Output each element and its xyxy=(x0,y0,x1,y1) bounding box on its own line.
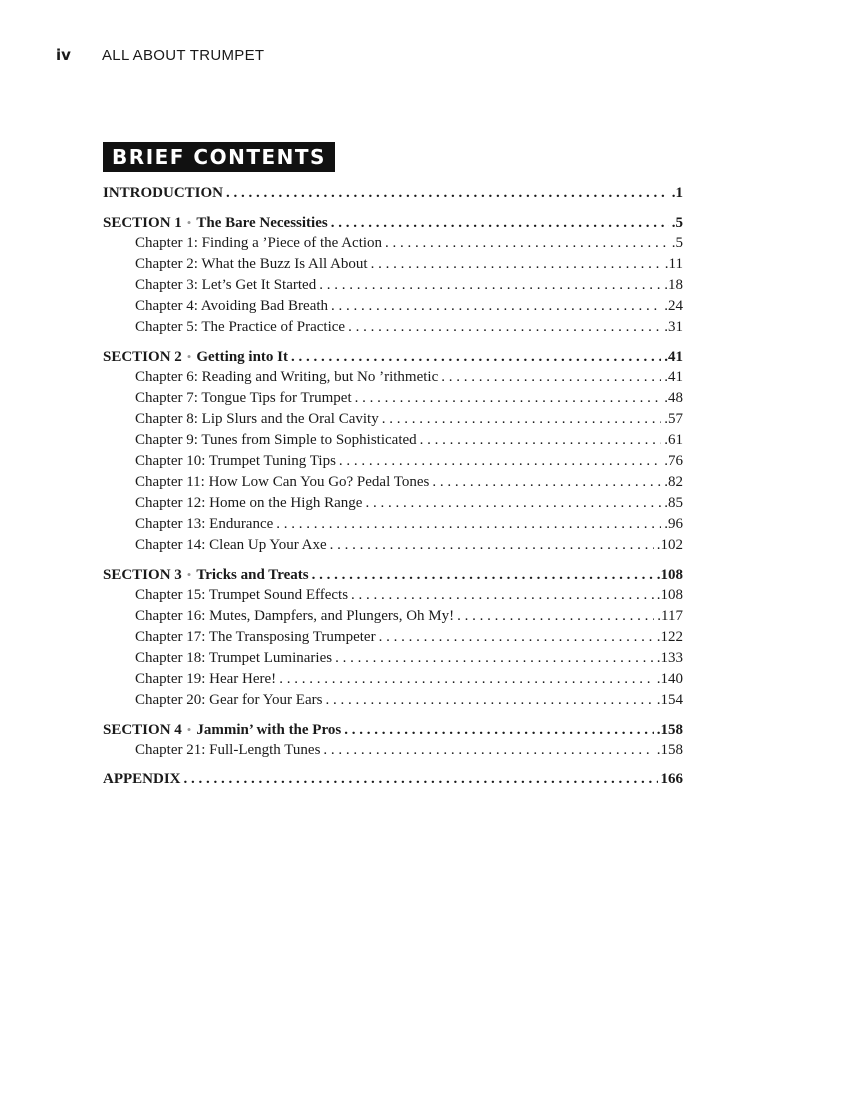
chapter-page: .76 xyxy=(664,453,683,469)
appendix-page: 166 xyxy=(660,771,683,787)
chapter-title: Chapter 11: How Low Can You Go? Pedal Tones xyxy=(135,474,430,490)
dot-leader xyxy=(276,514,661,535)
chapter-page: .108 xyxy=(656,587,683,603)
toc-chapter-row xyxy=(103,472,683,493)
dot-leader xyxy=(379,627,654,648)
dot-leader xyxy=(312,565,654,586)
dot-leader xyxy=(331,296,661,317)
dot-leader xyxy=(441,367,661,388)
chapter-page: .41 xyxy=(664,369,683,385)
chapter-page: .48 xyxy=(664,390,683,406)
toc-chapter-row xyxy=(103,648,683,669)
toc-chapter-row xyxy=(103,585,683,606)
dot-leader xyxy=(319,275,661,296)
dot-leader xyxy=(457,606,654,627)
dot-leader xyxy=(371,254,662,275)
section-title: Jammin’ with the Pros xyxy=(196,722,342,738)
dot-leader xyxy=(279,669,654,690)
chapter-page: .31 xyxy=(664,319,683,335)
dot-leader xyxy=(348,317,661,338)
section-title: The Bare Necessities xyxy=(196,215,328,231)
dot-leader xyxy=(365,493,661,514)
chapter-title: Chapter 2: What the Buzz Is All About xyxy=(135,256,368,272)
appendix-label: APPENDIX xyxy=(103,771,181,787)
toc-chapter-row xyxy=(103,367,683,388)
toc-chapter-row xyxy=(103,740,683,761)
chapter-title: Chapter 14: Clean Up Your Axe xyxy=(135,537,327,553)
introduction-label: INTRODUCTION xyxy=(103,185,224,201)
dot-leader xyxy=(420,430,662,451)
toc-chapter-row xyxy=(103,233,683,254)
section-label: SECTION 2 xyxy=(103,349,182,365)
section-page: .158 xyxy=(656,722,683,738)
section-page: .5 xyxy=(671,215,683,231)
chapter-title: Chapter 1: Finding a ’Piece of the Action xyxy=(135,235,383,251)
chapter-title: Chapter 16: Mutes, Dampfers, and Plungers, Oh My! xyxy=(135,608,455,624)
toc-chapter-row xyxy=(103,275,683,296)
chapter-title: Chapter 18: Trumpet Luminaries xyxy=(135,650,333,666)
chapter-page: .61 xyxy=(664,432,683,448)
dot-leader xyxy=(355,388,662,409)
dot-leader xyxy=(291,347,661,368)
toc-chapter-row xyxy=(103,430,683,451)
toc-section-3 xyxy=(103,564,683,585)
chapter-page: .154 xyxy=(656,692,683,708)
chapter-title: Chapter 17: The Transposing Trumpeter xyxy=(135,629,376,645)
section-title: Getting into It xyxy=(196,349,289,365)
running-head xyxy=(56,46,264,70)
section-title: Tricks and Treats xyxy=(196,567,309,583)
chapter-page: .85 xyxy=(664,495,683,511)
toc-chapter-row xyxy=(103,514,683,535)
toc-introduction xyxy=(103,183,683,204)
chapter-title: Chapter 4: Avoiding Bad Breath xyxy=(135,298,329,314)
sections xyxy=(103,212,683,761)
section-label: SECTION 4 xyxy=(103,722,182,738)
dot-leader xyxy=(344,720,654,741)
chapter-title: Chapter 7: Tongue Tips for Trumpet xyxy=(135,390,352,406)
chapter-title: Chapter 20: Gear for Your Ears xyxy=(135,692,323,708)
chapter-page: .18 xyxy=(664,277,683,293)
section-label: SECTION 1 xyxy=(103,215,182,231)
dot-leader xyxy=(351,585,654,606)
toc-chapter-row xyxy=(103,690,683,711)
chapter-page: .82 xyxy=(664,474,683,490)
section-bullet: • xyxy=(186,567,192,582)
dot-leader xyxy=(330,535,654,556)
section-bullet: • xyxy=(186,215,192,230)
chapter-page: .102 xyxy=(656,537,683,553)
dot-leader xyxy=(432,472,661,493)
toc-chapter-row xyxy=(103,317,683,338)
heading-text: BRIEF CONTENTS xyxy=(112,145,326,169)
toc-section-1 xyxy=(103,212,683,233)
dot-leader xyxy=(335,648,654,669)
chapter-title: Chapter 10: Trumpet Tuning Tips xyxy=(135,453,336,469)
chapter-page: .24 xyxy=(664,298,683,314)
toc-chapter-row xyxy=(103,606,683,627)
toc-chapter-row xyxy=(103,296,683,317)
chapter-title: Chapter 5: The Practice of Practice xyxy=(135,319,346,335)
dot-leader xyxy=(382,409,662,430)
chapter-page: .133 xyxy=(656,650,683,666)
toc-chapter-row xyxy=(103,451,683,472)
section-label: SECTION 3 xyxy=(103,567,182,583)
chapter-page: .57 xyxy=(664,411,683,427)
toc-chapter-row xyxy=(103,627,683,648)
chapter-title: Chapter 9: Tunes from Simple to Sophisticated xyxy=(135,432,417,448)
section-bullet: • xyxy=(186,722,192,737)
chapter-title: Chapter 21: Full-Length Tunes xyxy=(135,742,321,758)
section-bullet: • xyxy=(186,349,192,364)
chapter-title: Chapter 8: Lip Slurs and the Oral Cavity xyxy=(135,411,379,427)
book-title: ALL ABOUT TRUMPET xyxy=(102,47,265,64)
toc-chapter-row xyxy=(103,493,683,514)
chapter-page: .122 xyxy=(656,629,683,645)
toc-section-4 xyxy=(103,719,683,740)
section-page: .41 xyxy=(664,349,683,365)
chapter-page: .140 xyxy=(656,671,683,687)
toc-chapter-row xyxy=(103,535,683,556)
dot-leader xyxy=(339,451,661,472)
page-folio: iv xyxy=(56,46,71,64)
dot-leader xyxy=(226,183,669,204)
dot-leader xyxy=(323,740,653,761)
toc-chapter-row xyxy=(103,254,683,275)
chapter-title: Chapter 19: Hear Here! xyxy=(135,671,277,687)
chapter-title: Chapter 12: Home on the High Range xyxy=(135,495,363,511)
toc-section-2 xyxy=(103,346,683,367)
dot-leader xyxy=(184,769,658,790)
toc-chapter-row xyxy=(103,388,683,409)
section-page: .108 xyxy=(656,567,683,583)
chapter-title: Chapter 3: Let’s Get It Started xyxy=(135,277,317,293)
chapter-page: .11 xyxy=(664,256,683,272)
chapter-title: Chapter 15: Trumpet Sound Effects xyxy=(135,587,349,603)
dot-leader xyxy=(325,690,653,711)
chapter-title: Chapter 13: Endurance xyxy=(135,516,274,532)
dot-leader xyxy=(385,233,669,254)
brief-contents-heading xyxy=(103,142,335,172)
chapter-title: Chapter 6: Reading and Writing, but No ’rithmetic xyxy=(135,369,439,385)
table-of-contents xyxy=(103,183,683,790)
toc-chapter-row xyxy=(103,409,683,430)
chapter-page: .96 xyxy=(664,516,683,532)
chapter-page: .117 xyxy=(657,608,683,624)
toc-appendix xyxy=(103,769,683,790)
introduction-page: .1 xyxy=(671,185,683,201)
chapter-page: .5 xyxy=(671,235,683,251)
chapter-page: .158 xyxy=(656,742,683,758)
toc-chapter-row xyxy=(103,669,683,690)
dot-leader xyxy=(331,213,669,234)
